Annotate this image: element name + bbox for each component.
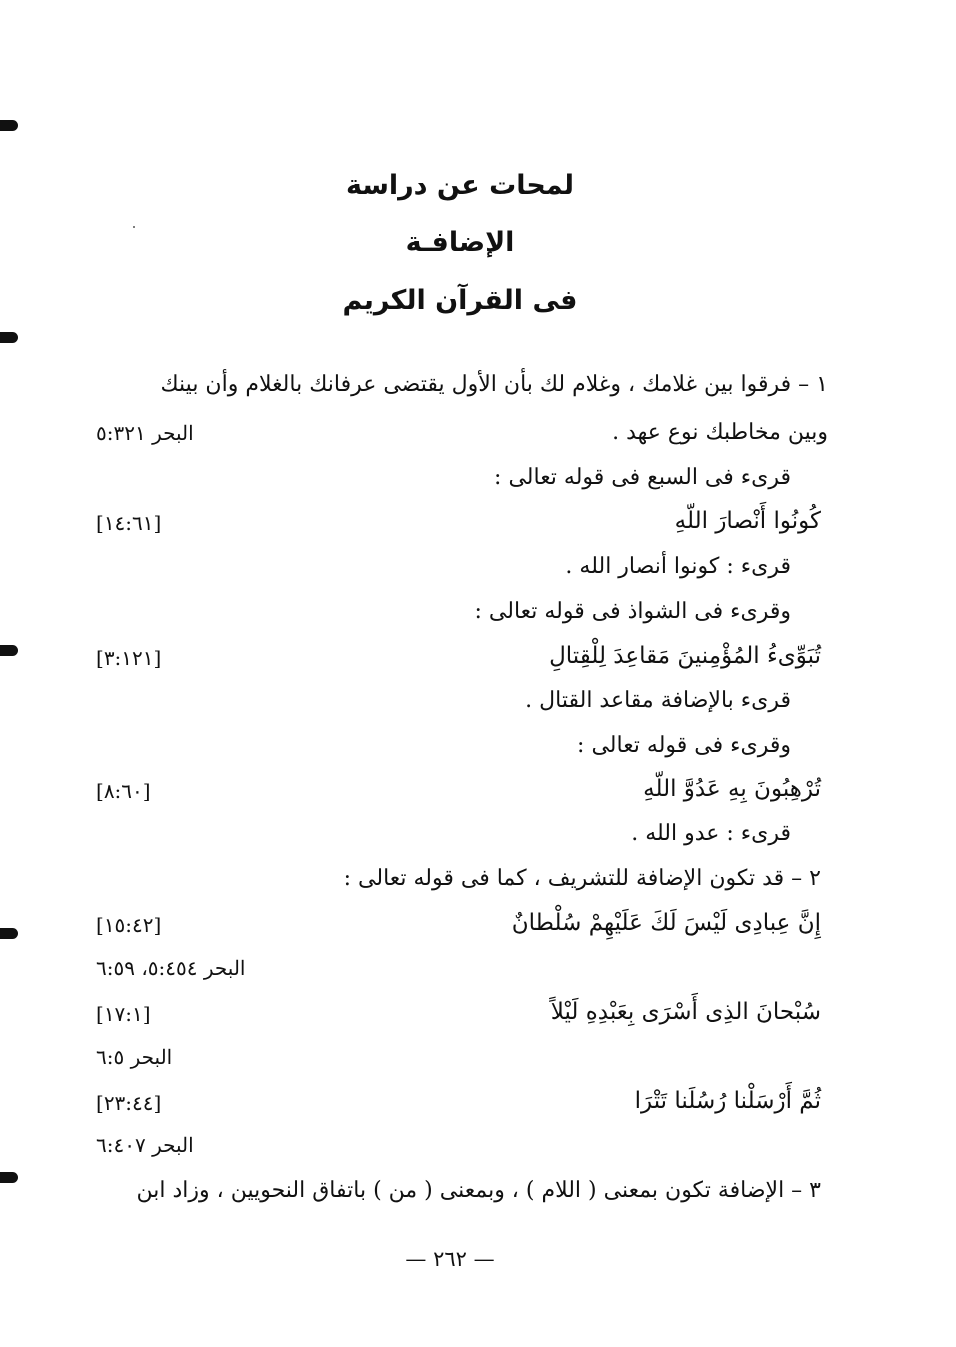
text-line: وقرىء فى الشواذ فى قوله تعالى : <box>474 599 791 624</box>
source-reference: البحر ٥:٤٥٤، ٦:٥٩ <box>96 956 246 980</box>
quran-verse: تُرْهِبُونَ بِهِ عَدُوَّ اللّهِ <box>643 776 821 802</box>
quran-verse: إِنَّ عِبادِى لَيْسَ لَكَ عَلَيْهِمْ سُلْطانٌ <box>511 910 821 936</box>
paragraph-3-line-1: ٣ – الإضافة تكون بمعنى ( اللام ) ، وبمعنى ( من ) باتفاق النحويين ، وزاد ابن <box>136 1178 821 1203</box>
scan-margin-mark <box>0 928 18 939</box>
quran-verse: كُونُوا أَنْصارَ اللّهِ <box>674 508 821 534</box>
verse-reference: [٣:١٢١] <box>96 646 162 670</box>
scan-margin-mark <box>0 645 18 656</box>
text-line: قرىء : عدو الله . <box>631 821 791 846</box>
text-line: قرىء بالإضافة مقاعد القتال . <box>525 688 791 713</box>
verse-reference: [٢٣:٤٤] <box>96 1091 162 1115</box>
verse-reference: [١٤:٦١] <box>96 511 162 535</box>
paragraph-1-line-1: ١ – فرقوا بين غلامك ، وغلام لك بأن الأول يقتضى عرفانك بالغلام وأن بينك <box>160 372 828 397</box>
page-title-line-3: فى القرآن الكريم <box>342 285 578 316</box>
source-reference: البحر ٥:٣٢١ <box>96 421 194 445</box>
source-reference: البحر ٦:٥ <box>96 1045 173 1069</box>
page-number: — ٢٦٢ — <box>405 1247 495 1271</box>
text-line: قرىء : كونوا أنصار الله . <box>565 554 791 579</box>
source-reference: البحر ٦:٤٠٧ <box>96 1133 194 1157</box>
verse-reference: [١٧:١] <box>96 1002 151 1026</box>
quran-verse: ثُمَّ أَرْسَلْنا رُسُلَنا تَتْرَا <box>634 1088 821 1114</box>
scan-margin-mark <box>0 1172 18 1183</box>
text-line: قرىء فى السبع فى قوله تعالى : <box>494 465 791 490</box>
scan-margin-mark <box>0 332 18 343</box>
text-line: وقرىء فى قوله تعالى : <box>577 733 791 758</box>
quran-verse: سُبْحانَ الذِى أَسْرَى بِعَبْدِهِ لَيْلاً <box>550 999 821 1025</box>
scan-margin-mark <box>0 120 18 131</box>
paragraph-1-line-2: وبين مخاطبك نوع عهد . <box>612 420 828 445</box>
page-title-line-2: الإضافـة <box>405 227 515 258</box>
quran-verse: تُبَوِّىءُ المُؤْمِنينَ مَقاعِدَ لِلْقِتالِ <box>549 643 821 669</box>
paragraph-2-line-1: ٢ – قد تكون الإضافة للتشريف ، كما فى قوله تعالى : <box>343 866 821 891</box>
verse-reference: [٨:٦٠] <box>96 779 151 803</box>
verse-reference: [١٥:٤٢] <box>96 913 162 937</box>
page-title-line-1: لمحات عن دراسة <box>345 170 575 201</box>
